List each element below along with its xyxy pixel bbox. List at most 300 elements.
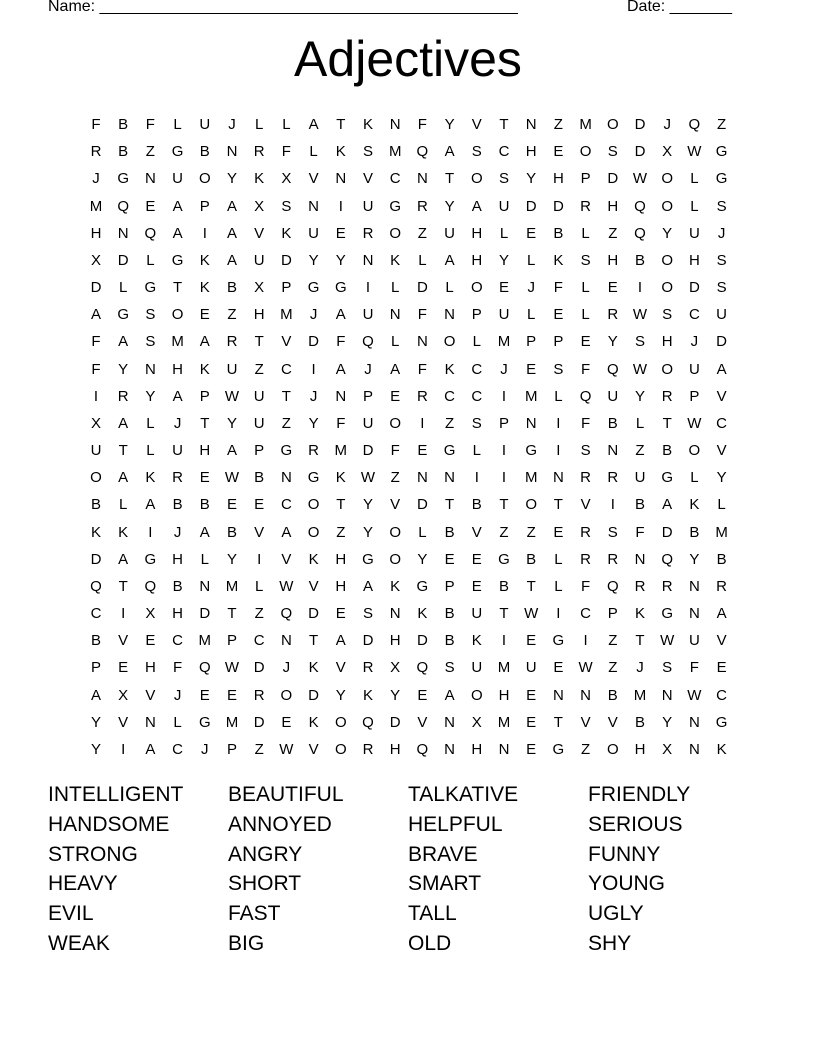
word-list: [48, 780, 768, 959]
grid-letter: K: [199, 251, 210, 269]
grid-letter: E: [716, 659, 727, 677]
grid-letter: P: [580, 170, 591, 188]
word-list-row: [48, 810, 768, 840]
grid-letter: K: [390, 251, 401, 269]
grid-letter: E: [553, 306, 564, 324]
grid-letter: E: [199, 306, 210, 324]
grid-letter: S: [471, 143, 482, 161]
grid-letter: G: [280, 442, 293, 460]
grid-letter: B: [607, 414, 618, 432]
grid-letter: Y: [634, 387, 645, 405]
grid-letter: H: [335, 550, 347, 568]
grid-letter: L: [581, 224, 590, 242]
grid-letter: D: [253, 713, 265, 731]
grid-letter: L: [472, 333, 481, 351]
grid-letter: B: [118, 143, 129, 161]
grid-letter: D: [308, 686, 320, 704]
grid-letter: R: [580, 197, 592, 215]
grid-letter: V: [281, 550, 292, 568]
grid-letter: E: [118, 659, 129, 677]
grid-letter: U: [253, 251, 265, 269]
word-list-item: SERIOUS: [588, 812, 683, 836]
grid-letter: B: [90, 496, 101, 514]
grid-letter: A: [118, 550, 129, 568]
grid-letter: U: [688, 360, 700, 378]
grid-letter: X: [254, 197, 265, 215]
grid-letter: W: [360, 469, 376, 487]
grid-letter: E: [471, 577, 482, 595]
grid-letter: T: [445, 170, 455, 188]
grid-letter: Y: [118, 360, 129, 378]
grid-letter: X: [662, 143, 673, 161]
grid-letter: I: [556, 605, 561, 623]
grid-letter: Q: [280, 605, 293, 623]
grid-letter: A: [90, 686, 101, 704]
grid-letter: P: [226, 632, 237, 650]
grid-letter: F: [336, 414, 346, 432]
grid-letter: K: [281, 224, 292, 242]
grid-letter: G: [362, 550, 374, 568]
grid-letter: B: [226, 279, 237, 297]
grid-letter: V: [471, 116, 482, 133]
grid-letter: M: [497, 659, 511, 677]
grid-letter: I: [420, 414, 425, 432]
grid-letter: E: [145, 632, 156, 650]
grid-letter: S: [362, 605, 373, 623]
grid-letter: N: [144, 170, 156, 188]
grid-letter: B: [444, 605, 455, 623]
grid-letter: H: [471, 224, 483, 242]
word-list-row: [48, 869, 768, 899]
grid-letter: W: [687, 414, 702, 432]
grid-letter: L: [391, 333, 400, 351]
grid-letter: Q: [688, 116, 701, 133]
grid-letter: B: [172, 577, 183, 595]
grid-letter: V: [580, 496, 591, 514]
grid-letter: C: [580, 605, 592, 623]
grid-letter: Z: [499, 523, 509, 541]
grid-letter: U: [498, 197, 510, 215]
grid-letter: F: [581, 360, 591, 378]
grid-letter: C: [280, 496, 292, 514]
grid-letter: Y: [526, 170, 537, 188]
page-title: Adjectives: [294, 31, 522, 87]
grid-letter: F: [91, 116, 101, 133]
grid-letter: R: [308, 442, 320, 460]
grid-letter: I: [610, 496, 615, 514]
grid-letter: C: [172, 740, 184, 758]
grid-letter: I: [501, 387, 507, 405]
grid-letter: U: [253, 414, 265, 432]
grid-letter: T: [553, 713, 563, 731]
grid-letter: Q: [606, 360, 619, 378]
grid-letter: S: [580, 251, 591, 269]
grid-letter: Y: [716, 469, 727, 487]
grid-letter: L: [309, 143, 318, 161]
grid-letter: V: [308, 740, 319, 758]
grid-letter: N: [308, 197, 320, 215]
grid-letter: H: [552, 170, 564, 188]
grid-letter: U: [498, 306, 510, 324]
grid-letter: N: [444, 469, 456, 487]
grid-letter: G: [334, 279, 347, 297]
grid-letter: L: [146, 251, 155, 269]
grid-letter: D: [716, 333, 728, 351]
grid-letter: L: [581, 279, 590, 297]
grid-letter: Y: [308, 414, 319, 432]
grid-letter: E: [226, 496, 237, 514]
grid-letter: R: [362, 740, 374, 758]
grid-letter: I: [257, 550, 262, 568]
grid-letter: K: [689, 496, 700, 514]
grid-letter: U: [688, 224, 700, 242]
grid-letter: B: [634, 496, 645, 514]
grid-letter: K: [199, 279, 210, 297]
grid-letter: W: [632, 306, 648, 324]
grid-letter: L: [445, 279, 454, 297]
grid-letter: C: [389, 170, 401, 188]
grid-letter: Z: [417, 224, 427, 242]
grid-letter: D: [661, 523, 673, 541]
grid-letter: Q: [634, 197, 646, 215]
grid-letter: T: [526, 577, 536, 595]
grid-letter: L: [527, 251, 536, 269]
grid-letter: S: [662, 306, 673, 324]
grid-letter: N: [525, 414, 537, 432]
grid-letter: J: [690, 333, 699, 351]
grid-letter: K: [553, 251, 564, 269]
grid-letter: V: [716, 632, 727, 650]
grid-letter: Q: [362, 713, 374, 731]
grid-letter: L: [200, 550, 209, 568]
grid-letter: O: [661, 279, 674, 297]
grid-letter: F: [581, 414, 591, 432]
grid-letter: A: [226, 197, 237, 215]
grid-letter: V: [471, 523, 482, 541]
grid-letter: A: [308, 116, 319, 133]
grid-letter: L: [499, 224, 509, 242]
grid-letter: F: [417, 360, 427, 378]
grid-letter: B: [553, 224, 564, 242]
grid-letter: K: [308, 713, 319, 731]
grid-letter: V: [308, 577, 319, 595]
grid-letter: Z: [254, 360, 264, 378]
grid-letter: J: [201, 740, 209, 758]
grid-letter: R: [226, 333, 238, 351]
grid-letter: J: [527, 279, 535, 297]
grid-letter: K: [254, 170, 265, 188]
grid-letter: N: [362, 251, 374, 269]
grid-letter: H: [172, 550, 184, 568]
grid-letter: N: [144, 713, 156, 731]
grid-letter: I: [637, 279, 643, 297]
grid-letter: K: [390, 577, 401, 595]
grid-letter: K: [471, 632, 482, 650]
grid-letter: A: [226, 442, 237, 460]
grid-letter: G: [144, 550, 157, 568]
grid-letter: E: [526, 632, 537, 650]
grid-letter: D: [280, 251, 292, 269]
grid-letter: Y: [145, 387, 156, 405]
grid-letter: S: [580, 442, 591, 460]
grid-letter: V: [607, 713, 618, 731]
grid-letter: G: [498, 550, 510, 568]
grid-letter: D: [199, 605, 211, 623]
grid-letter: O: [389, 224, 402, 242]
grid-letter: U: [525, 659, 537, 677]
grid-letter: N: [661, 686, 673, 704]
grid-letter: K: [308, 550, 319, 568]
grid-letter: T: [173, 279, 183, 297]
grid-letter: J: [717, 224, 726, 242]
grid-letter: E: [526, 224, 537, 242]
grid-letter: T: [553, 496, 563, 514]
grid-letter: Z: [608, 224, 618, 242]
grid-letter: D: [688, 279, 700, 297]
grid-letter: V: [254, 224, 265, 242]
grid-letter: N: [688, 740, 700, 758]
grid-letter: D: [90, 550, 102, 568]
grid-letter: B: [172, 496, 183, 514]
grid-letter: K: [634, 605, 645, 623]
grid-letter: M: [715, 523, 728, 541]
grid-letter: Y: [390, 686, 401, 704]
grid-letter: A: [390, 360, 401, 378]
grid-letter: Z: [254, 605, 264, 623]
grid-letter: H: [498, 686, 510, 704]
grid-letter: I: [311, 360, 316, 378]
grid-letter: D: [90, 279, 102, 297]
grid-letter: A: [335, 306, 346, 324]
grid-letter: I: [556, 414, 561, 432]
grid-letter: P: [689, 387, 700, 405]
grid-letter: A: [172, 387, 183, 405]
grid-letter: P: [498, 414, 509, 432]
grid-letter: A: [226, 251, 237, 269]
grid-letter: R: [607, 469, 619, 487]
grid-letter: M: [579, 116, 592, 133]
word-list-item: FAST: [228, 902, 281, 926]
grid-letter: N: [498, 740, 510, 758]
grid-letter: I: [501, 469, 507, 487]
grid-letter: A: [118, 414, 129, 432]
grid-letter: V: [281, 333, 292, 351]
grid-letter: Z: [635, 442, 645, 460]
grid-letter: T: [336, 496, 346, 514]
word-list-item: OLD: [408, 931, 452, 955]
grid-letter: C: [90, 605, 102, 623]
grid-letter: B: [444, 523, 455, 541]
grid-letter: B: [662, 442, 673, 460]
grid-letter: W: [524, 605, 539, 623]
grid-letter: S: [716, 197, 727, 215]
grid-letter: P: [444, 577, 455, 595]
grid-letter: E: [553, 523, 564, 541]
grid-letter: J: [663, 116, 671, 133]
grid-letter: F: [553, 279, 563, 297]
grid-letter: G: [117, 170, 130, 188]
grid-letter: L: [554, 387, 563, 405]
grid-letter: U: [471, 605, 483, 623]
grid-letter: H: [389, 632, 401, 650]
grid-letter: G: [389, 197, 402, 215]
grid-letter: H: [335, 577, 347, 595]
grid-letter: B: [199, 496, 210, 514]
grid-letter: Y: [662, 713, 673, 731]
grid-letter: R: [661, 577, 673, 595]
grid-letter: A: [444, 686, 455, 704]
grid-letter: J: [282, 659, 291, 677]
grid-letter: T: [227, 605, 237, 623]
grid-letter: F: [390, 442, 400, 460]
grid-letter: I: [583, 632, 588, 650]
grid-letter: E: [226, 686, 237, 704]
grid-letter: H: [389, 740, 401, 758]
grid-letter: J: [636, 659, 644, 677]
grid-letter: X: [662, 740, 673, 758]
grid-letter: N: [580, 686, 592, 704]
grid-letter: H: [90, 224, 102, 242]
grid-letter: N: [525, 116, 537, 133]
grid-letter: E: [417, 686, 428, 704]
grid-letter: F: [689, 659, 699, 677]
grid-letter: I: [556, 442, 561, 460]
grid-letter: N: [416, 469, 428, 487]
grid-letter: S: [498, 170, 509, 188]
grid-letter: Y: [226, 170, 237, 188]
grid-letter: C: [253, 632, 265, 650]
grid-letter: A: [172, 224, 183, 242]
grid-letter: B: [226, 523, 237, 541]
grid-letter: G: [715, 713, 728, 731]
grid-letter: J: [92, 170, 100, 188]
grid-letter: C: [471, 360, 483, 378]
grid-letter: H: [634, 740, 646, 758]
grid-letter: N: [199, 577, 211, 595]
grid-letter: B: [254, 469, 265, 487]
grid-letter: F: [581, 577, 591, 595]
word-list-item: YOUNG: [588, 872, 666, 896]
grid-letter: B: [634, 251, 645, 269]
grid-letter: R: [607, 550, 619, 568]
grid-letter: J: [364, 360, 372, 378]
grid-letter: I: [121, 605, 126, 623]
grid-letter: J: [173, 686, 182, 704]
grid-letter: D: [416, 632, 428, 650]
grid-letter: C: [716, 414, 728, 432]
word-list-item: TALKATIVE: [408, 783, 519, 806]
grid-letter: M: [225, 577, 239, 595]
grid-letter: V: [716, 442, 727, 460]
grid-letter: P: [199, 387, 210, 405]
word-list-item: SMART: [408, 872, 482, 896]
grid-letter: A: [90, 306, 101, 324]
grid-letter: Y: [444, 197, 455, 215]
grid-letter: O: [688, 442, 701, 460]
grid-letter: P: [471, 306, 482, 324]
grid-letter: Y: [607, 333, 618, 351]
grid-letter: L: [146, 442, 155, 460]
grid-letter: Y: [90, 713, 101, 731]
grid-letter: Z: [717, 116, 727, 133]
grid-letter: B: [634, 713, 645, 731]
grid-letter: M: [334, 442, 348, 460]
grid-letter: W: [279, 740, 294, 758]
word-list-row: [48, 899, 768, 929]
grid-letter: V: [390, 496, 401, 514]
grid-letter: Z: [254, 740, 264, 758]
grid-letter: L: [527, 306, 536, 324]
grid-letter: K: [362, 116, 373, 133]
grid-letter: G: [117, 306, 130, 324]
grid-letter: O: [171, 306, 184, 324]
grid-letter: E: [526, 740, 537, 758]
grid-letter: H: [199, 442, 211, 460]
grid-letter: H: [661, 333, 673, 351]
word-list-item: SHY: [588, 931, 632, 955]
grid-letter: E: [553, 143, 564, 161]
grid-letter: I: [501, 632, 507, 650]
grid-letter: A: [335, 360, 346, 378]
grid-letter: L: [418, 523, 427, 541]
grid-letter: N: [389, 605, 401, 623]
grid-letter: Y: [226, 550, 237, 568]
grid-letter: A: [118, 469, 129, 487]
grid-letter: S: [145, 333, 156, 351]
grid-letter: R: [90, 143, 102, 161]
grid-letter: F: [173, 659, 183, 677]
grid-letter: E: [254, 496, 265, 514]
grid-letter: P: [199, 197, 210, 215]
grid-letter: L: [119, 496, 128, 514]
grid-letter: A: [118, 333, 129, 351]
grid-letter: S: [634, 333, 645, 351]
grid-letter: D: [253, 659, 265, 677]
grid-letter: R: [661, 387, 673, 405]
grid-letter: U: [471, 659, 483, 677]
grid-letter: C: [688, 306, 700, 324]
grid-letter: E: [498, 279, 509, 297]
grid-letter: E: [199, 686, 210, 704]
grid-letter: M: [198, 632, 212, 650]
word-list-item: SHORT: [228, 872, 302, 896]
grid-letter: D: [308, 333, 320, 351]
grid-letter: N: [607, 442, 619, 460]
grid-letter: R: [362, 224, 374, 242]
grid-letter: N: [117, 224, 129, 242]
grid-letter: O: [606, 116, 619, 133]
grid-letter: N: [634, 550, 646, 568]
grid-letter: E: [390, 387, 401, 405]
grid-letter: J: [173, 414, 182, 432]
grid-letter: V: [580, 713, 591, 731]
grid-letter: K: [335, 143, 346, 161]
grid-letter: N: [552, 469, 564, 487]
grid-letter: L: [472, 442, 481, 460]
grid-letter: X: [390, 659, 401, 677]
grid-letter: Q: [90, 577, 102, 595]
grid-letter: R: [607, 306, 619, 324]
grid-letter: Y: [226, 414, 237, 432]
grid-letter: O: [579, 143, 592, 161]
grid-letter: S: [607, 143, 618, 161]
grid-letter: T: [499, 496, 509, 514]
grid-letter: Q: [144, 577, 157, 595]
grid-letter: J: [309, 306, 318, 324]
grid-letter: A: [226, 224, 237, 242]
grid-letter: A: [145, 740, 156, 758]
grid-letter: I: [148, 523, 153, 541]
